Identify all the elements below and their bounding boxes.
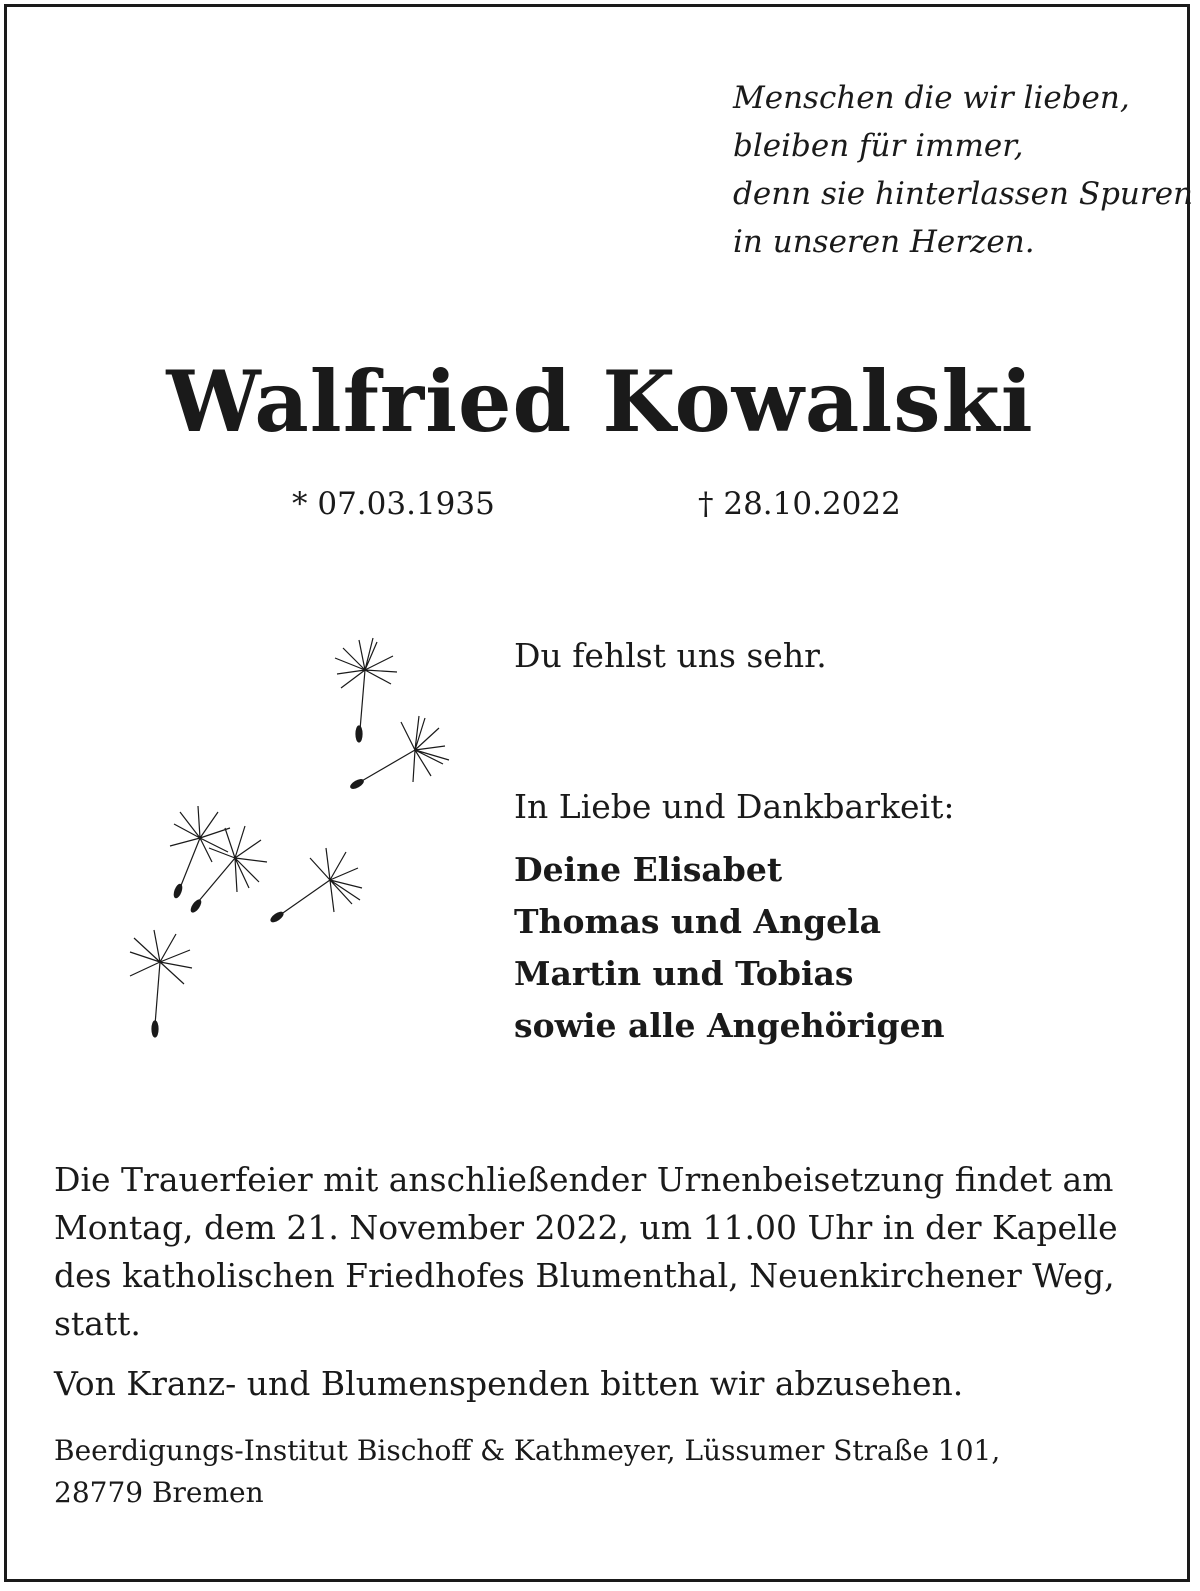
- memorial-quote: [733, 74, 1193, 266]
- ceremony-line: Montag, dem 21. November 2022, um 11.00 Uhr in der Kapelle: [54, 1208, 1118, 1247]
- dandelion-seed-icon: [349, 716, 449, 790]
- dandelion-seed-icon: [130, 930, 192, 1037]
- deceased-name: Walfried Kowalski: [166, 352, 1034, 451]
- dandelion-seeds-icon: [120, 630, 460, 1060]
- quote-line: denn sie hinterlassen Spuren: [733, 176, 1194, 212]
- death-date: † 28.10.2022: [698, 486, 901, 522]
- ceremony-line: Die Trauerfeier mit anschließender Urnenbeisetzung findet am: [54, 1160, 1114, 1199]
- thanks-text: In Liebe und Dankbarkeit:: [514, 787, 955, 826]
- family-signatures: [514, 844, 945, 1052]
- ceremony-details: [54, 1156, 1154, 1348]
- quote-line: bleiben für immer,: [733, 128, 1024, 164]
- family-member: sowie alle Angehörigen: [514, 1006, 945, 1045]
- miss-you-text: Du fehlst uns sehr.: [514, 636, 827, 675]
- undertaker-line: 28779 Bremen: [54, 1476, 264, 1509]
- ceremony-line: statt.: [54, 1304, 141, 1343]
- family-member: Martin und Tobias: [514, 954, 854, 993]
- family-member: Thomas und Angela: [514, 902, 882, 941]
- ceremony-line: des katholischen Friedhofes Blumenthal, Neuenkirchener Weg,: [54, 1256, 1115, 1295]
- quote-line: Menschen die wir lieben,: [733, 80, 1130, 116]
- dandelion-seed-icon: [270, 848, 362, 923]
- family-member: Deine Elisabet: [514, 850, 783, 889]
- undertaker-line: Beerdigungs-Institut Bischoff & Kathmeyer, Lüssumer Straße 101,: [54, 1434, 1001, 1467]
- quote-line: in unseren Herzen.: [733, 224, 1035, 260]
- birth-date: * 07.03.1935: [292, 486, 495, 522]
- dandelion-seed-icon: [335, 638, 397, 742]
- undertaker-info: [54, 1430, 1000, 1514]
- flowers-note: Von Kranz- und Blumenspenden bitten wir abzusehen.: [54, 1364, 964, 1403]
